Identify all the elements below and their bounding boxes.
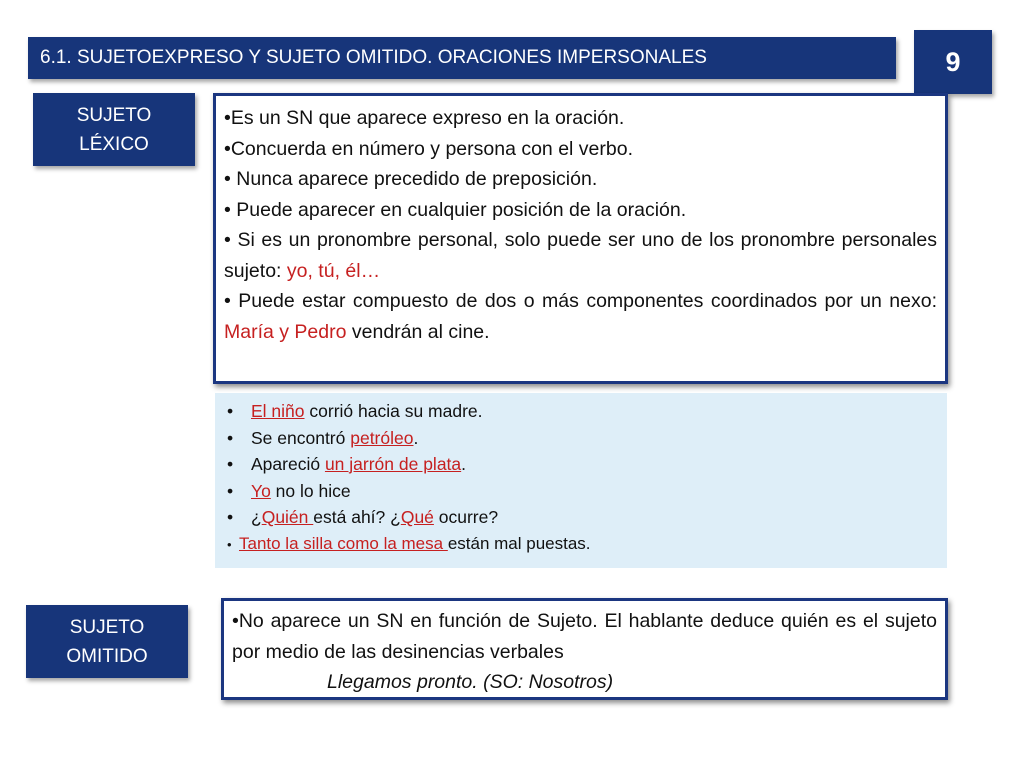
coordinated-subject-example: María y Pedro [224, 320, 347, 343]
example-subject: petróleo [350, 427, 414, 448]
bullet-glyph: • [224, 229, 238, 251]
example-subject: Quién [261, 507, 314, 527]
example-line-4 [227, 478, 947, 505]
bullet-glyph: • [224, 137, 231, 160]
example-subject: Yo [251, 480, 271, 501]
bullet-glyph: • [224, 198, 237, 221]
sujeto-lexico-label-line2: LÉXICO [79, 133, 149, 155]
lexico-bullet-5 [224, 225, 937, 286]
lexico-bullet-text: Nunca aparece precedido de preposición. [236, 168, 598, 190]
omitido-text: No aparece un SN en función de Sujeto. El hablante deduce quién es el sujeto por medio de las desinencias verbales [232, 610, 937, 663]
omitido-bullet [232, 606, 937, 667]
example-subject-2: Qué [400, 507, 434, 527]
example-post: . [413, 427, 419, 448]
sujeto-omitido-box [221, 598, 948, 700]
bullet-glyph: • [224, 168, 237, 190]
bullet-glyph: • [227, 480, 234, 501]
pronoun-examples: yo, tú, él… [286, 259, 381, 282]
lexico-bullet-3 [224, 164, 937, 195]
sujeto-lexico-box [213, 93, 948, 384]
example-post: . [461, 454, 467, 474]
page-number: 9 [945, 46, 961, 77]
sujeto-lexico-label [33, 93, 195, 166]
omitido-example: Llegamos pronto. (SO: Nosotros) [327, 671, 614, 693]
bullet-glyph: • [224, 107, 231, 129]
examples-box [215, 393, 947, 568]
sujeto-omitido-label-line2: OMITIDO [66, 645, 148, 667]
lexico-bullet-text-after: vendrán al cine. [346, 320, 490, 343]
lexico-bullet-2 [224, 134, 937, 165]
bullet-glyph: • [227, 401, 234, 421]
example-post: corrió hacia su madre. [304, 401, 483, 421]
example-post: está ahí? ¿ [313, 507, 401, 527]
example-post: están mal puestas. [447, 533, 591, 553]
slide-title: 6.1. SUJETOEXPRESO Y SUJETO OMITIDO. ORACIONES IMPERSONALES [40, 47, 707, 68]
bullet-glyph: • [227, 536, 232, 552]
sujeto-omitido-label-line1: SUJETO [69, 616, 145, 638]
bullet-glyph: • [227, 427, 234, 448]
example-line-5 [227, 504, 947, 531]
bullet-glyph: • [227, 507, 234, 527]
example-line-2 [227, 425, 947, 452]
example-line-6 [227, 531, 947, 559]
sujeto-omitido-label [26, 605, 188, 678]
bullet-glyph: • [227, 454, 234, 474]
example-line-1 [227, 398, 947, 425]
lexico-bullet-text: Concuerda en número y persona con el verbo. [230, 137, 633, 160]
example-pre: Apareció [251, 454, 325, 474]
lexico-bullet-6 [224, 286, 937, 347]
lexico-bullet-1 [224, 103, 937, 134]
lexico-bullet-4 [224, 195, 937, 226]
lexico-bullet-text: Es un SN que aparece expreso en la oración. [230, 107, 625, 129]
example-subject: El niño [251, 401, 305, 421]
example-pre: Se encontró [251, 427, 351, 448]
sujeto-lexico-label-line1: SUJETO [76, 104, 152, 126]
example-line-3 [227, 451, 947, 478]
slide-title-bar [28, 37, 896, 79]
lexico-bullet-text: Puede estar compuesto de dos o más componentes coordinados por un nexo: [238, 290, 937, 312]
example-post: no lo hice [270, 480, 351, 501]
lexico-bullet-text: Si es un pronombre personal, solo puede ser uno de los pronombre personales sujeto: [224, 229, 937, 282]
bullet-glyph: • [224, 290, 239, 312]
example-post-2: ocurre? [433, 507, 499, 527]
page-number-badge [914, 30, 992, 94]
example-subject: Tanto la silla como la mesa [239, 533, 448, 553]
bullet-glyph: • [232, 610, 239, 632]
lexico-bullet-text: Puede aparecer en cualquier posición de la oración. [236, 198, 687, 221]
example-subject: un jarrón de plata [324, 454, 462, 474]
example-pre: ¿ [251, 507, 262, 527]
